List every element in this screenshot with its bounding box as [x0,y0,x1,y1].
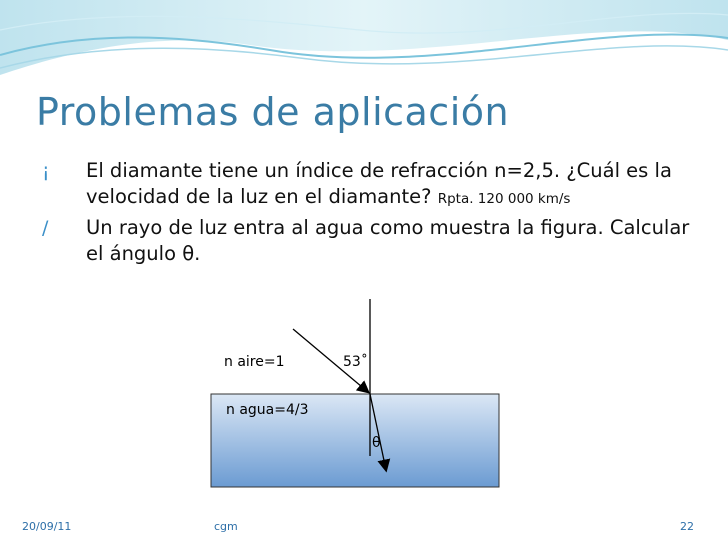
bullet-item-diamond [40,158,710,212]
footer-date: 20/09/11 [22,520,72,533]
answer-text: Rpta. 120 000 km/s [437,191,571,207]
slide-title: Problemas de aplicación [36,90,510,134]
bullet-text: El diamante tiene un índice de refracción n=2,5. ¿Cuál es la velocidad de la luz en el diamante? [86,159,672,208]
n-water-label: n agua=4/3 [226,402,309,418]
footer-page-number: 22 [680,520,694,533]
bullet-marker: / [42,217,49,239]
refraction-figure [200,294,510,524]
n-air-label: n aire=1 [224,354,285,370]
bullet-text: Un rayo de luz entra al agua como muestra la figura. Calcular el ángulo θ. [86,216,690,265]
footer-author: cgm [214,520,238,533]
theta-label: θ [372,435,381,451]
header-wave-decoration [0,0,728,90]
bullet-list [40,158,710,270]
bullet-item-water [40,215,710,267]
angle-53-label: 53˚ [343,354,368,370]
bullet-marker: ¡ [42,160,50,182]
